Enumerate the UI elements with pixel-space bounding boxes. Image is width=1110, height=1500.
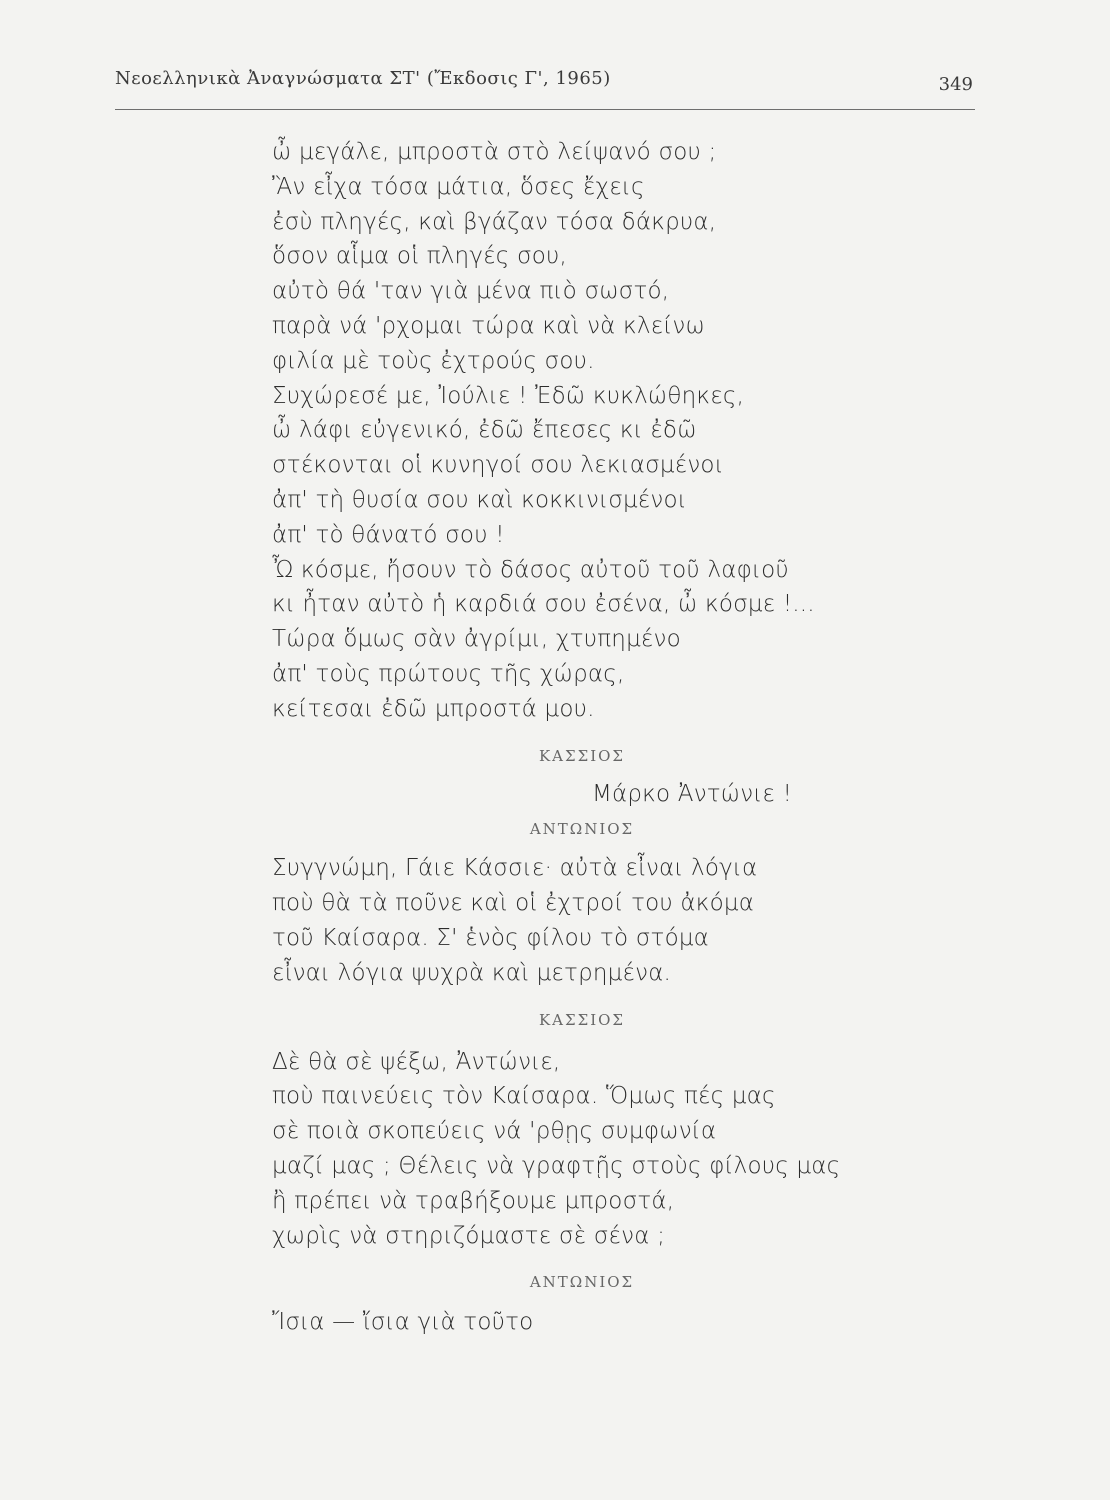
verse-line: κείτεσαι ἐδῶ μπροστά μου. [272, 695, 595, 722]
verse-line: Ἂν εἶχα τόσα μάτια, ὅσες ἔχεις [272, 173, 645, 200]
verse-line: στέκονται οἱ κυνηγοί σου λεκιασμένοι [272, 452, 724, 479]
verse-line: ποὺ θὰ τὰ ποῦνε καὶ οἱ ἐχτροί του ἀκόμα [272, 890, 755, 917]
verse-line: ἢ πρέπει νὰ τραβήξουμε μπροστά, [272, 1187, 675, 1214]
verse-line: εἶναι λόγια ψυχρὰ καὶ μετρημένα. [272, 959, 672, 986]
verse-line: Τώρα ὅμως σὰν ἀγρίμι, χτυπημένο [272, 626, 681, 653]
header-rule [115, 109, 975, 110]
verse-line: Δὲ θὰ σὲ ψέξω, Ἀντώνιε, [272, 1048, 561, 1075]
speaker-name: ΑΝΤΩΝΙΟΣ [529, 820, 635, 839]
poem-text [272, 135, 892, 1340]
verse-line: Μάρκο Ἀντώνιε ! [591, 780, 792, 807]
verse-line: Ὦ κόσμε, ἤσουν τὸ δάσος αὐτοῦ τοῦ λαφιοῦ [272, 556, 789, 583]
verse-line: ἀπ' τὸ θάνατό σου ! [272, 521, 505, 548]
verse-line: Ἴσια — ἴσια γιὰ τοῦτο [272, 1309, 534, 1336]
page-number: 349 [938, 74, 973, 95]
running-header [115, 64, 975, 100]
verse-line: ὦ λάφι εὐγενικό, ἐδῶ ἔπεσες κι ἐδῶ [272, 417, 697, 444]
verse-line: σὲ ποιὰ σκοπεύεις νά 'ρθῃς συμφωνία [272, 1118, 717, 1145]
verse-line: μαζί μας ; Θέλεις νὰ γραφτῇς στοὺς φίλους μας [272, 1152, 841, 1179]
speaker-name: ΚΑΣΣΙΟΣ [538, 746, 626, 765]
verse-line: ποὺ παινεύεις τὸν Καίσαρα. Ὅμως πές μας [272, 1083, 776, 1110]
verse-line: ὦ μεγάλε, μπροστὰ στὸ λείψανό σου ; [272, 139, 717, 165]
speaker-name: ΑΝΤΩΝΙΟΣ [529, 1273, 635, 1292]
verse-line: φιλία μὲ τοὺς ἐχτρούς σου. [272, 347, 595, 374]
verse-line: αὐτὸ θά 'ταν γιὰ μένα πιὸ σωστό, [272, 278, 670, 305]
verse-line: ἀπ' τὴ θυσία σου καὶ κοκκινισμένοι [272, 486, 687, 513]
verse-line: ἐσὺ πληγές, καὶ βγάζαν τόσα δάκρυα, [272, 208, 717, 235]
verse-line: χωρὶς νὰ στηριζόμαστε σὲ σένα ; [272, 1222, 666, 1249]
verse-line: Συγγνώμη, Γάιε Κάσσιε· αὐτὰ εἶναι λόγια [272, 855, 758, 882]
verse-line: Συχώρεσέ με, Ἰούλιε ! Ἐδῶ κυκλώθηκες, [272, 382, 745, 409]
speaker-name: ΚΑΣΣΙΟΣ [538, 1010, 626, 1029]
verse-line: τοῦ Καίσαρα. Σ' ἑνὸς φίλου τὸ στόμα [272, 924, 710, 951]
verse-line: ὅσον αἷμα οἱ πληγές σου, [272, 243, 568, 270]
running-title: Νεοελληνικὰ Ἀναγνώσματα ΣΤ' (Ἔκδοσις Γ', 1965) [115, 68, 611, 89]
verse-line: ἀπ' τοὺς πρώτους τῆς χώρας, [272, 660, 625, 687]
verse-line: κι ἦταν αὐτὸ ἡ καρδιά σου ἐσένα, ὦ κόσμε !... [272, 591, 815, 618]
verse-line: παρὰ νά 'ρχομαι τώρα καὶ νὰ κλείνω [272, 312, 705, 339]
